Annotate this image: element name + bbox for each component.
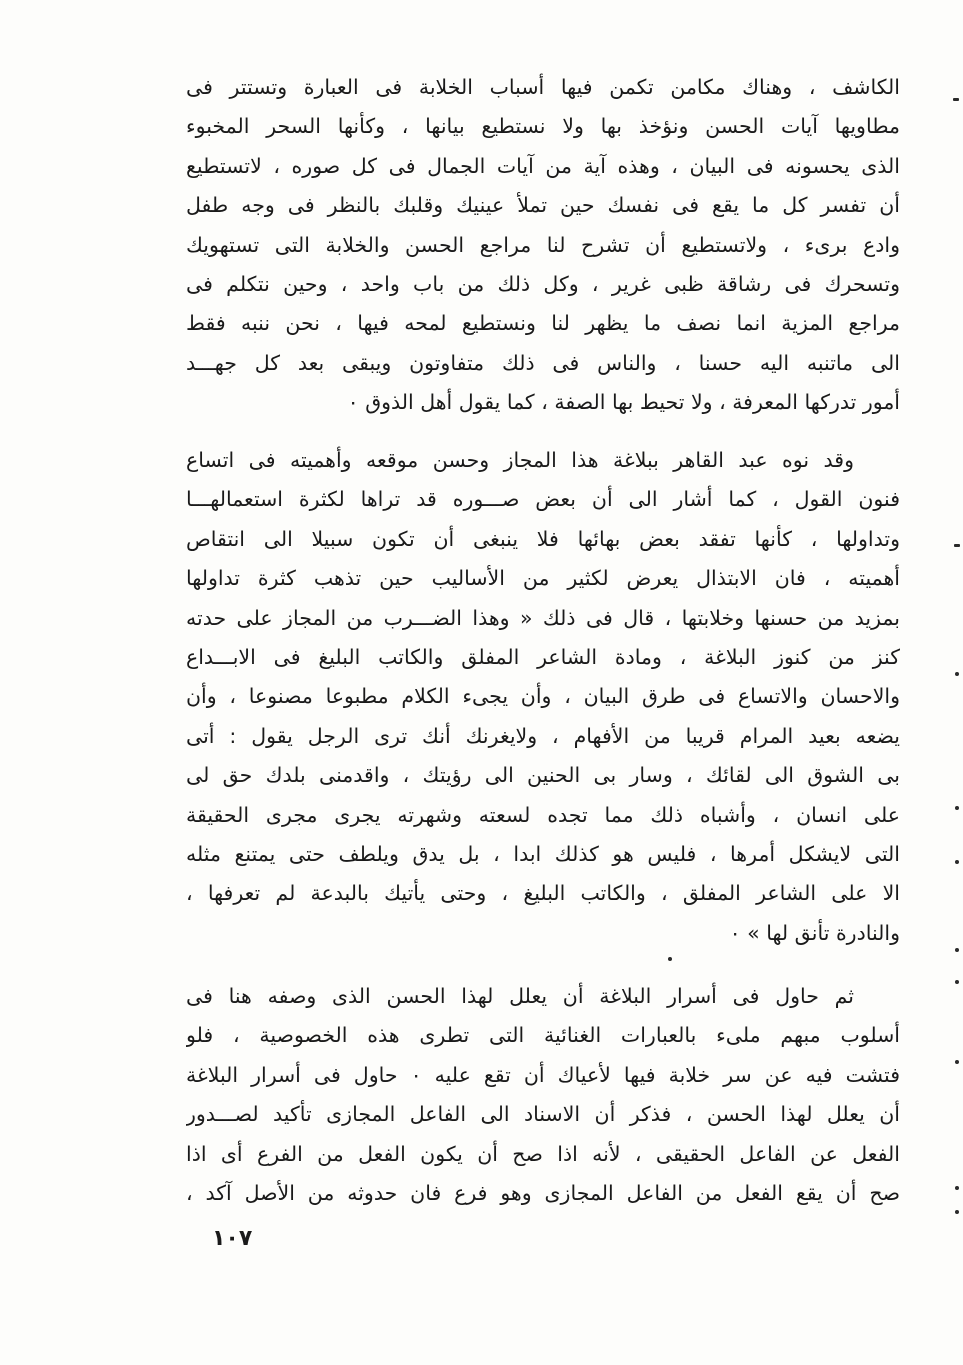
- text-line: صح أن يقع الفعل من الفاعل المجازى وهو فرع فان حدوثه من الأصل آكد ،: [186, 1180, 900, 1205]
- scan-mark: [955, 806, 959, 810]
- text-line: كنز من كنوز البلاغة ، ومادة الشاعر المفلق والكاتب البليغ فى الابـــداع: [186, 644, 900, 669]
- page-number: ١٠٧: [212, 1226, 253, 1251]
- scan-mark: [955, 1210, 959, 1214]
- text-line: الذى يحسونه فى البيان ، وهذه آية من آيات الجمال فى كل صوره ، لاتستطيع: [186, 153, 900, 178]
- text-line: فتشت فيه عن سر خلابة فيها لأعياك أن تقع عليه ٠ حاول فى أسرار البلاغة: [186, 1062, 900, 1087]
- scan-mark: [955, 1060, 959, 1064]
- scan-mark: [955, 860, 959, 864]
- scan-mark: [955, 948, 959, 952]
- text-line: فنون القول ، كما أشار الى أن بعض صـــوره قد تراها لكثرة استعمالهـــا: [186, 487, 900, 512]
- paragraph-2: [186, 441, 900, 953]
- text-line: بى الشوق الى لقائك ، وسار بى الحنين الى رؤيتك ، واقدمنى بلدك حق لى: [186, 763, 900, 788]
- text-line: الى ماتنبه اليه حسنا ، والناس فى ذلك متفاوتون ويبقى بعد كل جهـــد: [186, 350, 900, 375]
- text-line: أن يعلل لهذا الحسن ، فذكر أن الاسناد الى الفاعل المجازى تأكيد لصـــدور: [186, 1102, 900, 1127]
- text-line: أمور تدركها المعرفة ، ولا تحيط بها الصفة ، كما يقول أهل الذوق ٠: [347, 390, 900, 415]
- scan-mark: [953, 98, 959, 101]
- scan-mark: [955, 672, 959, 676]
- text-line: مطاويها آيات الحسن ونؤخذ بها ولا نستطيع بيانها ، وكأنها السحر المخبوء: [186, 114, 900, 139]
- paragraph-1: [186, 68, 900, 423]
- text-line: أسلوب مبهم ملىء بالعبارات الغنائية التى تطرى هذه الخصوصية ، فلو: [186, 1023, 900, 1048]
- scan-mark: [955, 980, 959, 984]
- scan-mark: [955, 1186, 959, 1190]
- text-line: الفعل عن الفاعل الحقيقى ، لأنه اذا صح أن يكون الفعل من الفرع أى اذا: [186, 1141, 900, 1166]
- text-line: بمزيد من حسنها وخلابتها ، قال فى ذلك « وهذا الضـــرب من المجاز على حدته: [186, 605, 900, 630]
- text-line: وتسحرك فى رشاقة ظبى غرير ، وكل ذلك من باب واحد ، وحين نتكلم فى: [186, 271, 900, 296]
- text-line: والنادرة تأنق لها » ٠: [729, 920, 900, 945]
- text-line: أن تفسر كل ما يقع فى نفسك حين تملأ عينيك وقلبك بالنظر فى وجه طفل: [186, 193, 900, 218]
- text-line: الكاشف ، وهناك مكامن تكمن فيها أسباب الخلابة فى العبارة وتستتر فى: [186, 75, 900, 99]
- scan-mark: [954, 544, 960, 547]
- text-line: والاحسان والاتساع فى طرق البيان ، وأن يجىء الكلام مطبوعا مصنوعا ، وأن: [186, 684, 900, 709]
- text-line: الا على الشاعر المفلق ، والكاتب البليغ ، وحتى يأتيك بالبدعة لم تعرفها ،: [186, 881, 900, 906]
- text-line: مراجع المزية انما نصف ما يظهر لنا ونستطيع لمحه فيها ، نحن ننبه فقط: [186, 311, 900, 336]
- text-line: وادع برىء ، ولاتستطيع أن تشرح لنا مراجع الحسن والخلابة التى تستهويك: [186, 232, 900, 257]
- paragraph-3: [186, 977, 900, 1213]
- text-line: يضعه بعيد المرام قريبا من الأفهام ، ولايغرنك أنك ترى الرجل يقول : أتى: [186, 723, 900, 748]
- text-line: وقد نوه عبد القاهر ببلاغة هذا المجاز وحسن موقعه وأهميته فى اتساع: [186, 448, 854, 472]
- text-line: وتداولها ، كأنها تفقد بعض بهائها فلا ينبغى أن تكون سبيلا الى انتقاص: [186, 526, 900, 551]
- text-line: ثم حاول فى أسرار البلاغة أن يعلل لهذا الحسن الذى وصفه هنا فى: [186, 984, 854, 1008]
- text-line: أهميته ، فان الابتذال يعرض لكثير من الأساليب حين تذهب كثرة تداولها: [186, 566, 900, 591]
- text-line: التى لايشكل أمرها ، فليس هو كذلك ابدا ، بل يدق ويلطف حتى يمتنع مثله: [186, 841, 900, 866]
- scan-mark: [668, 957, 672, 961]
- text-line: على انسان ، وأشباه ذلك مما تجده لسعته وشهرته يجرى مجرى الحقيقة: [186, 802, 900, 827]
